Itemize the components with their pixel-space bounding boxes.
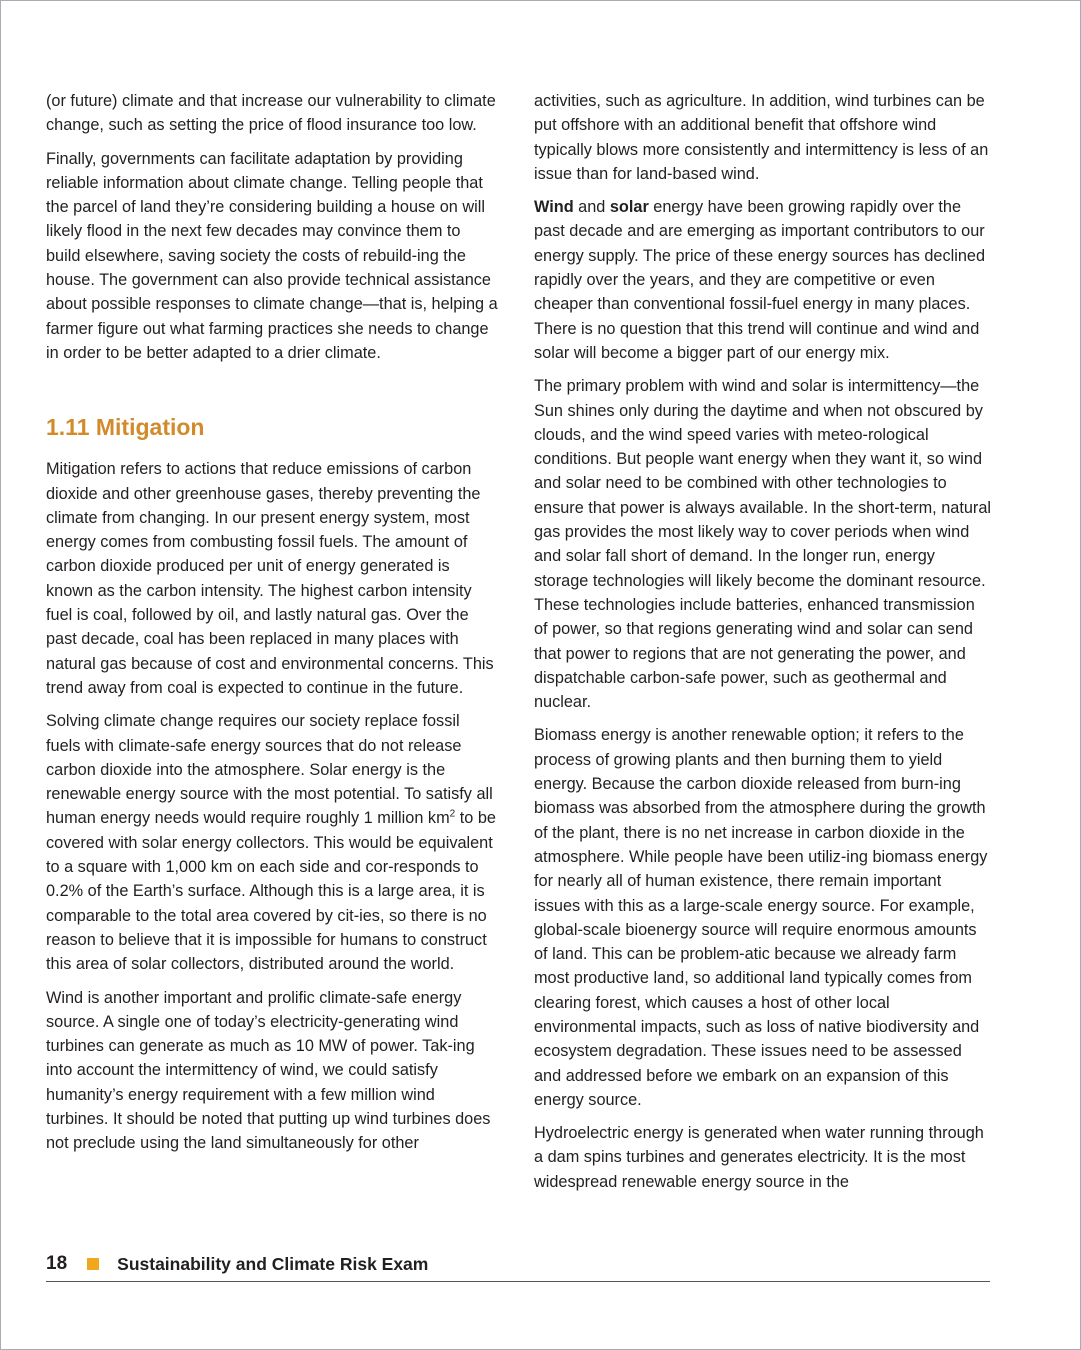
paragraph: Biomass energy is another renewable option; it refers to the process of growing plants and then burning them to yield energy. Because the carbon dioxide released from burn-ing biomass was absorbed from the atmosphere during the growth of the plant, there is no net increase in carbon dioxide in the atmosphere. While people have been utiliz-ing biomass energy for nearly all of human existence, there remain important issues with this as a large-scale energy source. For example, global-scale bioenergy source will require enormous amounts of land. This can be problem-atic because we already farm most productive land, so additional land typically comes from clearing forest, which causes a host of other local environmental impacts, such as loss of native biodiversity and ecosystem degradation. These issues need to be assessed and addressed before we embark on an expansion of this energy source. <box>534 726 988 1109</box>
paragraph-text: Solving climate change requires our society replace fossil fuels with climate-safe energy sources that do not release carbon dioxide into the atmosphere. Solar energy is the renewable energy source with the most potential. To satisfy all human energy needs would require roughly 1 million km <box>46 712 493 828</box>
section-heading: 1.11 Mitigation <box>46 414 205 441</box>
paragraph-text: and <box>573 198 610 217</box>
square-bullet-icon <box>87 1258 99 1270</box>
page-number: 18 <box>46 1253 68 1274</box>
paragraph: Hydroelectric energy is generated when water running through a dam spins turbines and generates electricity. It is the most widespread renewable energy source in the <box>534 1124 984 1191</box>
superscript: 2 <box>449 809 456 820</box>
paragraph: Mitigation refers to actions that reduce emissions of carbon dioxide and other greenhouse gases, thereby preventing the climate from changing. In our present energy system, most energy comes from combusting fossil fuels. The amount of carbon dioxide produced per unit of energy generated is known as the carbon intensity. The highest carbon intensity fuel is coal, followed by oil, and lastly natural gas. Over the past decade, coal has been replaced in many places with natural gas because of cost and environmental concerns. This trend away from coal is expected to continue in the future. <box>46 460 494 697</box>
left-column <box>46 89 498 1156</box>
bold-term: solar <box>609 198 649 217</box>
paragraph: (or future) climate and that increase our vulnerability to climate change, such as setting the price of flood insurance too low. <box>46 92 496 135</box>
paragraph-text: to be covered with solar energy collectors. This would be equivalent to a square with 1,000 km on each side and cor-responds to 0.2% of the Earth’s surface. Although this is a large area, it is comparable to the total area covered by cit-ies, so there is no reason to believe that it is impossible for humans to construct this area of solar collectors, distributed around the world. <box>46 809 496 974</box>
bold-term: Wind <box>534 198 574 217</box>
paragraph-text: energy have been growing rapidly over the past decade and are emerging as important contributors to our energy supply. The price of these energy sources has declined rapidly over the years, and they are competitive or even cheaper than conventional fossil-fuel energy in many places. There is no question that this trend will continue and wind and solar will become a bigger part of our energy mix. <box>534 198 986 362</box>
paragraph: The primary problem with wind and solar is intermittency—the Sun shines only during the daytime and when not obscured by clouds, and the wind speed varies with meteo-rological conditions. But people want energy when they want it, so wind and solar need to be combined with other technologies to ensure that power is always available. In the short-term, natural gas provides the most likely way to cover periods when wind and solar fall short of demand. In the longer run, energy storage technologies will likely become the dominant resource. These technologies include batteries, enhanced transmission of power, so that regions generating wind and solar can send that power to regions that are not generating the power, and dispatchable carbon-safe power, such as geothermal and nuclear. <box>534 377 992 712</box>
page-footer <box>46 1247 990 1282</box>
paragraph: Wind is another important and prolific climate-safe energy source. A single one of today’s electricity-generating wind turbines can generate as much as 10 MW of power. Tak-ing into account the intermittency of wind, we could satisfy humanity’s energy requirement with a few million wind turbines. It should be noted that putting up wind turbines does not preclude using the land simultaneously for other <box>46 988 491 1153</box>
paragraph: activities, such as agriculture. In addition, wind turbines can be put offshore with an additional benefit that offshore wind typically blows more consistently and intermittency is less of an issue than for land-based wind. <box>534 92 989 183</box>
running-title: Sustainability and Climate Risk Exam <box>117 1253 429 1274</box>
paragraph: Finally, governments can facilitate adaptation by providing reliable information about climate change. Telling people that the parcel of land they’re considering building a house on will likely flood in the next few decades may convince them to build elsewhere, saving society the costs of rebuild-ing the house. The government can also provide technical assistance about possible responses to climate change—that is, helping a farmer figure out what farming practices she needs to change in order to be better adapted to a drier climate. <box>46 149 498 362</box>
paragraph <box>534 195 991 365</box>
right-column <box>534 89 991 1194</box>
paragraph <box>46 709 498 976</box>
